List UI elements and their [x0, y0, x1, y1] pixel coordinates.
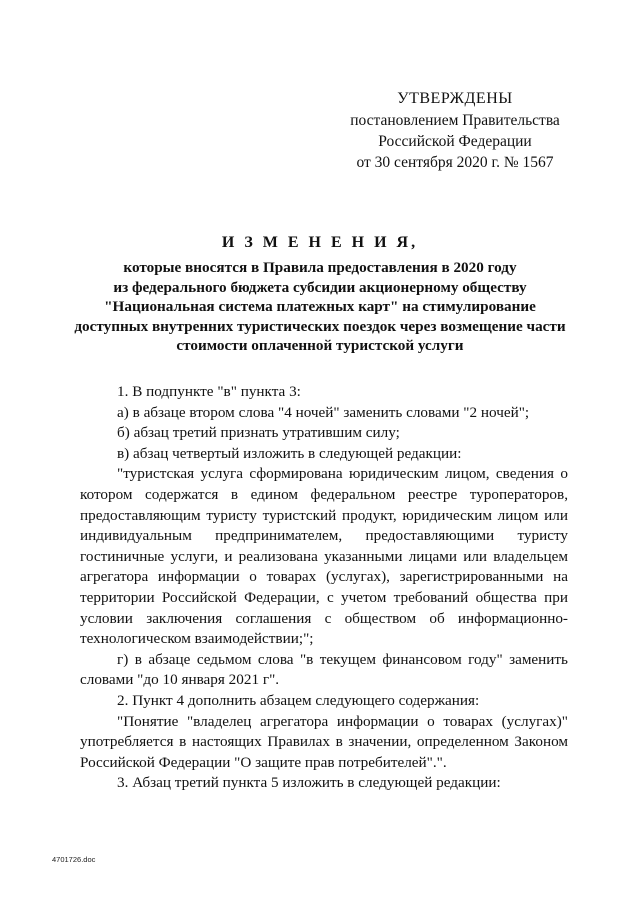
approval-line-2: Российской Федерации	[378, 133, 532, 150]
paragraph-1d: г) в абзаце седьмом слова "в текущем финансовом году" заменить словами "до 10 января 2021 г".	[80, 650, 568, 689]
approval-line-1: постановлением Правительства	[350, 112, 560, 129]
paragraph-quote-aggregator: "Понятие "владелец агрегатора информации о товарах (услугах)" употребляется в настоящих Правилах в значении, определенном Законом Российской Федерации "О защите прав потребителей".".	[80, 712, 568, 771]
document-subtitle	[60, 258, 580, 356]
subtitle-line: "Национальная система платежных карт" на стимулирование	[104, 298, 536, 315]
paragraph-1: 1. В подпункте "в" пункта 3:	[117, 383, 301, 400]
subtitle-line: которые вносятся в Правила предоставления в 2020 году	[123, 259, 517, 276]
paragraph-3: 3. Абзац третий пункта 5 изложить в следующей редакции:	[117, 774, 501, 792]
paragraph-2: 2. Пункт 4 дополнить абзацем следующего содержания:	[117, 691, 480, 709]
approval-block	[330, 88, 580, 173]
paragraph-1c: в) абзац четвертый изложить в следующей редакции:	[117, 444, 462, 462]
paragraph-1a: а) в абзаце втором слова "4 ночей" заменить словами "2 ночей";	[117, 403, 530, 421]
subtitle-line: из федерального бюджета субсидии акционерному обществу	[113, 278, 527, 296]
document-body	[80, 382, 568, 794]
paragraph-quote-tourist-service: "туристская услуга сформирована юридическим лицом, сведения о котором содержатся в едином федеральном реестре туроператоров, предоставляющим туристу туристский продукт, юридическим лицом или индивидуальным предпринимателем, предоставляющими туристу гостиничные услуги, и реализована указанными лицами или владельцем агрегатора информации о товарах (услугах), зарегистрированными на территории Российской Федерации, с учетом требований общества при условии заключения соглашения с обществом об информационно-технологическом взаимодействии;";	[80, 465, 568, 648]
paragraph-1b: б) абзац третий признать утратившим силу;	[117, 424, 400, 442]
file-reference: 4701726.doc	[52, 855, 96, 864]
document-title: И З М Е Н Е Н И Я,	[221, 234, 419, 251]
approval-line-3: от 30 сентября 2020 г. № 1567	[356, 154, 554, 171]
approval-heading: УТВЕРЖДЕНЫ	[397, 90, 513, 107]
subtitle-line: доступных внутренних туристических поездок через возмещение части	[74, 317, 566, 335]
subtitle-line: стоимости оплаченной туристской услуги	[176, 337, 464, 354]
